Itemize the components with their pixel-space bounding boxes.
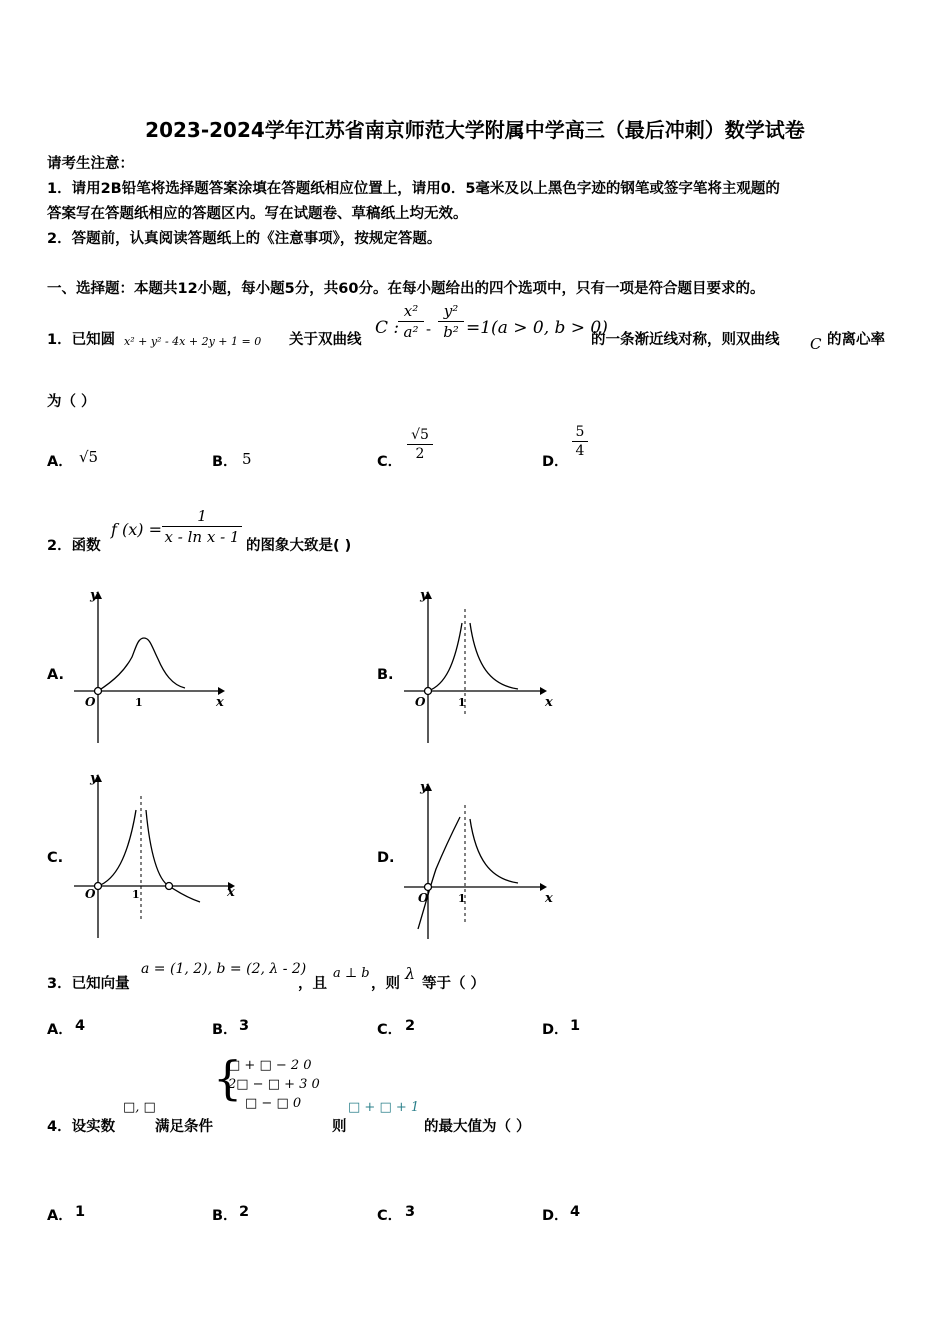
q3-option-c-label[interactable]: C．	[377, 1022, 403, 1038]
curve-right	[470, 819, 518, 883]
q1-fraction-y	[438, 302, 464, 341]
notice-line-1: 1．请用2B铅笔将选择题答案涂填在答题纸相应位置上，请用0．5毫米及以上黑色字迹的钢笔或签字笔将主观题的	[47, 181, 780, 197]
x-axis-arrow	[540, 883, 547, 891]
q1-line-2: 为（ ）	[47, 394, 96, 410]
y-label: y	[90, 771, 98, 786]
x-label: x	[545, 695, 553, 710]
q4-option-a-value: 1	[75, 1204, 86, 1220]
q1-fraction-x	[398, 302, 424, 341]
q1-option-a-label[interactable]: A．	[47, 454, 73, 470]
q2-option-a-label[interactable]: A.	[47, 667, 64, 683]
q4-mid: 满足条件	[155, 1119, 213, 1135]
q4-tail: 的最大值为（ ）	[424, 1119, 531, 1135]
q1-option-c-fraction	[407, 427, 433, 462]
q2-graph-d	[400, 777, 560, 942]
q3-option-a-value: 4	[75, 1018, 86, 1034]
q1-frac-y-bar	[438, 321, 464, 322]
q1-option-d-den: 4	[575, 443, 585, 459]
q4-option-a-label[interactable]: A．	[47, 1208, 73, 1224]
q4-option-d-value: 4	[570, 1204, 581, 1220]
q3-option-c-value: 2	[405, 1018, 416, 1034]
q1-option-c-num: √5	[411, 427, 429, 443]
q1-option-c-bar	[407, 444, 433, 445]
q2-function-name: f (x) =	[111, 520, 163, 539]
q2-option-d-label[interactable]: D.	[377, 850, 395, 866]
q2-graph-b	[400, 585, 560, 750]
origin-hollow-dot	[95, 883, 102, 890]
origin-hollow-dot	[95, 688, 102, 695]
x-label: x	[545, 891, 553, 906]
notice-line-3: 2．答题前，认真阅读答题纸上的《注意事项》，按规定答题。	[47, 231, 442, 247]
q3-option-b-value: 3	[239, 1018, 250, 1034]
q4-option-c-label[interactable]: C．	[377, 1208, 403, 1224]
q1-option-d-fraction	[572, 424, 588, 459]
q1-equals-condition: =1(a > 0, b > 0)	[466, 318, 608, 338]
notice-line-2: 答案写在答题纸相应的答题区内。写在试题卷、草稿纸上均无效。	[47, 206, 468, 222]
q3-mid-2: ，则	[371, 976, 400, 992]
q2-option-b-label[interactable]: B.	[377, 667, 394, 683]
q4-brace-icon: {	[213, 1051, 243, 1105]
q2-graph-a	[70, 585, 230, 750]
curve-right	[146, 810, 200, 902]
q1-option-d-label[interactable]: D．	[542, 454, 569, 470]
q1-tail-2: 的离心率	[827, 332, 885, 348]
q1-option-d-bar	[572, 441, 588, 442]
q3-number: 3．已知向量	[47, 976, 130, 992]
q4-option-b-value: 2	[239, 1204, 250, 1220]
x-axis-arrow	[540, 687, 547, 695]
tick-one-label: 1	[132, 888, 140, 901]
q1-c-label: C :	[375, 318, 400, 338]
q3-option-a-label[interactable]: A．	[47, 1022, 73, 1038]
q4-expression: □ + □ + 1	[348, 1100, 420, 1115]
origin-hollow-dot	[425, 688, 432, 695]
curve-right	[470, 623, 518, 689]
q1-option-a-value: √5	[79, 448, 99, 466]
q1-option-c-den: 2	[415, 446, 425, 462]
curve-left	[428, 623, 462, 691]
q3-option-d-value: 1	[570, 1018, 581, 1034]
origin-label: O	[85, 887, 96, 901]
q1-number: 1．已知圆	[47, 332, 116, 348]
q4-condition-3: □ − □ 0	[245, 1096, 302, 1111]
q1-frac-y-num: y²	[443, 302, 459, 320]
origin-label: O	[415, 695, 426, 709]
x-label: x	[227, 885, 235, 900]
q3-lambda: λ	[405, 964, 416, 983]
q3-tail: 等于（ ）	[422, 976, 486, 992]
q2-fraction	[162, 507, 242, 546]
q4-variables: □, □	[123, 1100, 156, 1115]
q1-option-d-num: 5	[575, 424, 585, 440]
q3-option-b-label[interactable]: B．	[212, 1022, 238, 1038]
section-heading: 一、选择题：本题共12小题，每小题5分，共60分。在每小题给出的四个选项中，只有一项是符合题目要求的。	[47, 281, 765, 297]
q1-option-c-label[interactable]: C．	[377, 454, 403, 470]
q1-c-symbol: C	[810, 335, 822, 353]
q1-option-b-value: 5	[242, 450, 252, 468]
q2-number: 2．函数	[47, 538, 101, 554]
x-axis-arrow	[218, 687, 225, 695]
curve	[98, 638, 185, 691]
q2-frac-num: 1	[197, 507, 207, 525]
tick-one-label: 1	[135, 696, 143, 709]
x-intercept-hollow-dot	[166, 883, 173, 890]
curve-left	[418, 817, 460, 929]
q4-option-b-label[interactable]: B．	[212, 1208, 238, 1224]
q1-frac-x-bar	[398, 321, 424, 322]
q1-mid-text: 关于双曲线	[289, 332, 362, 348]
page-title: 2023-2024学年江苏省南京师范大学附属中学高三（最后冲刺）数学试卷	[145, 118, 805, 142]
tick-one-label: 1	[458, 696, 466, 709]
q1-frac-y-den: b²	[443, 323, 459, 341]
q1-frac-x-num: x²	[403, 302, 419, 320]
q1-frac-x-den: a²	[403, 323, 419, 341]
q2-frac-den: x - ln x - 1	[164, 528, 240, 546]
y-label: y	[90, 588, 98, 603]
origin-label: O	[85, 695, 96, 709]
notice-heading: 请考生注意：	[47, 156, 134, 172]
q4-option-d-label[interactable]: D．	[542, 1208, 569, 1224]
y-label: y	[420, 780, 428, 795]
q2-option-c-label[interactable]: C.	[47, 850, 64, 866]
x-label: x	[216, 695, 224, 710]
origin-label: O	[418, 891, 429, 905]
q3-vectors: a = (1, 2), b = (2, λ - 2)	[141, 961, 307, 977]
y-label: y	[420, 588, 428, 603]
q2-frac-bar	[162, 526, 242, 527]
q4-condition-1: □ + □ − 2 0	[228, 1058, 312, 1073]
origin-hollow-dot	[425, 884, 432, 891]
q2-graph-c	[70, 768, 240, 940]
q2-tail: 的图象大致是( )	[246, 538, 352, 554]
q1-minus: -	[426, 320, 432, 338]
q4-then: 则	[332, 1119, 347, 1135]
tick-one-label: 1	[458, 892, 466, 905]
q3-mid: ，且	[298, 976, 327, 992]
q3-condition: a ⊥ b	[333, 966, 370, 981]
q4-number: 4．设实数	[47, 1119, 116, 1135]
curve-left	[98, 810, 136, 886]
q4-condition-2: 2□ − □ + 3 0	[228, 1077, 320, 1092]
q3-option-d-label[interactable]: D．	[542, 1022, 569, 1038]
q1-option-b-label[interactable]: B．	[212, 454, 238, 470]
q1-circle-equation: x² + y² - 4x + 2y + 1 = 0	[124, 335, 262, 348]
q4-option-c-value: 3	[405, 1204, 416, 1220]
q1-tail: 的一条渐近线对称，则双曲线	[591, 332, 780, 348]
